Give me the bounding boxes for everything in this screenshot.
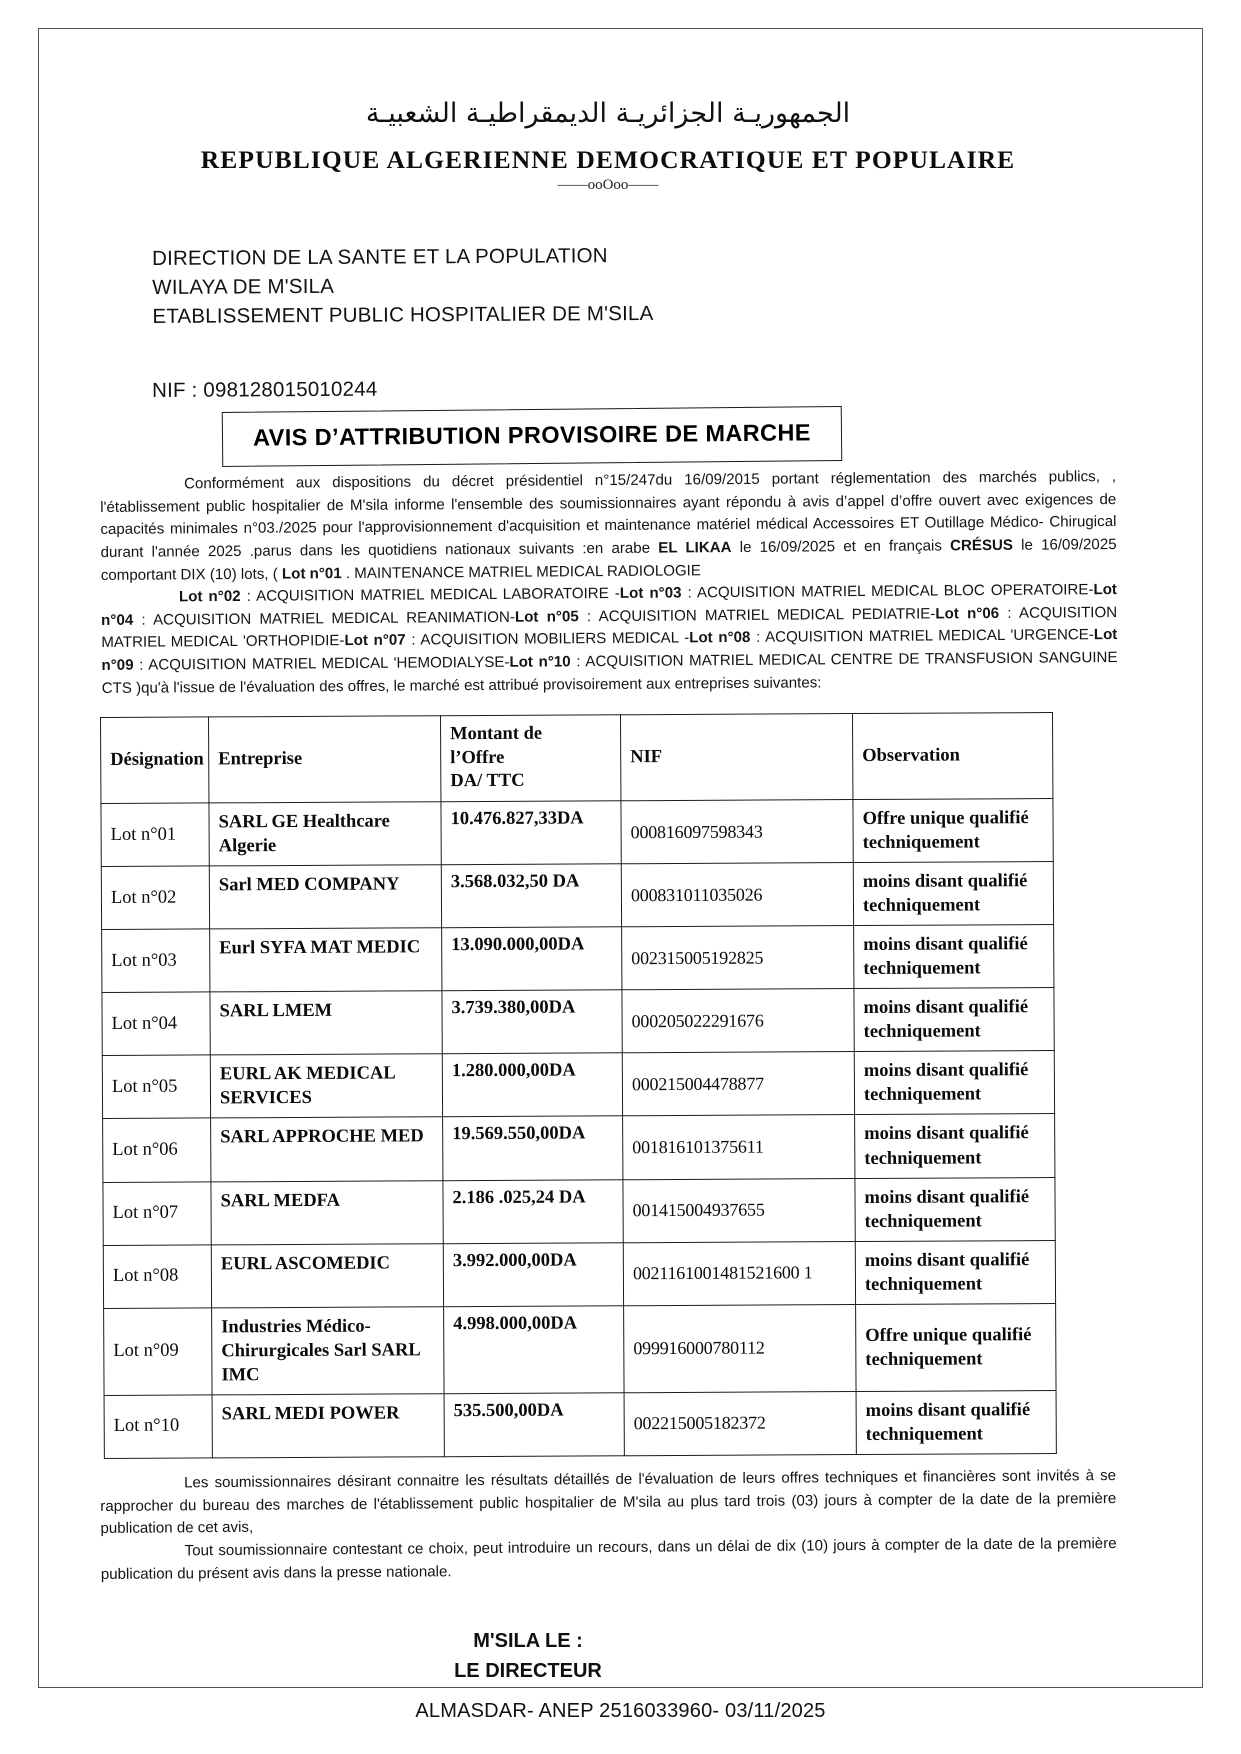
lot04-label: Lot n°04 [101, 581, 1117, 630]
footer-reference: ALMASDAR- ANEP 2516033960- 03/11/2025 [415, 1700, 826, 1722]
cell-observation: moins disant qualifié techniquement [854, 988, 1054, 1052]
cell-montant: 3.992.000,00DA [443, 1242, 623, 1306]
cell-observation: moins disant qualifié techniquement [855, 1177, 1055, 1241]
cell-observation: Offre unique qualifié techniquement [856, 1303, 1056, 1391]
cell-nif: 001816101375611 [623, 1115, 855, 1179]
signature-role: LE DIRECTEUR [454, 1659, 602, 1682]
lot04-desc: : ACQUISITION MATRIEL MEDICAL REANIMATION- [133, 608, 516, 629]
cell-entreprise: SARL APPROCHE MED [211, 1117, 443, 1181]
montant-line-3: DA/ TTC [450, 770, 525, 792]
table-row [104, 1390, 1056, 1458]
journal-arabic-date: le 16/09/2025 et en français [731, 537, 951, 557]
lot05-label: Lot n°05 [514, 608, 579, 626]
intro-text-part1: Conformément aux dispositions du décret présidentiel n°15/247du 16/09/2015 portant réglementation des marchés publics, , l'établissement public hospitalier de M'sila informe l'ensemble des soumissionnaires ayant répondu à avis d’appel d’offre ouvert avec exigences de capacités minimales n°03./2025 pour l'approvisionnement d'acquisition et maintenance matériel médical Accessoires ET Outillage Médico- Chirugical durant l'année 2025 .parus dans les quotidiens nationaux suivants :en arabe [100, 468, 1117, 562]
lot03-desc: : ACQUISITION MATRIEL MEDICAL BLOC OPERATOIRE- [681, 581, 1094, 602]
wilaya-line: WILAYA DE M'SILA [152, 274, 335, 300]
notice-title-box [222, 406, 842, 467]
cell-entreprise: SARL MEDI POWER [212, 1393, 444, 1457]
cell-designation: Lot n°10 [104, 1395, 212, 1459]
cell-designation: Lot n°04 [102, 992, 210, 1056]
lot01-label: Lot n°01 [281, 564, 342, 583]
ornament-divider: ——ooOoo—— [557, 177, 659, 193]
lot02-label: Lot n°02 [178, 588, 241, 606]
closing-paragraphs [100, 1465, 1117, 1586]
cell-observation: moins disant qualifié techniquement [855, 1240, 1055, 1304]
cell-nif: 0021161001481521600 1 [623, 1241, 855, 1305]
cell-entreprise: Industries Médico-Chirurgicales Sarl SARL IMC [212, 1306, 444, 1394]
cell-designation: Lot n°07 [103, 1181, 211, 1245]
cell-nif: 000205022291676 [622, 989, 854, 1053]
table-row [104, 1303, 1056, 1395]
closing-paragraph-2: Tout soumissionnaire contestant ce choix, peut introduire un recours, dans un délai de dix (10) jours à compter de la date de la première publication du présent avis dans la presse nationale. [100, 1534, 1117, 1583]
montant-line-1: Montant de [450, 723, 543, 744]
column-header-designation: Désignation [101, 717, 209, 804]
cell-montant: 3.739.380,00DA [442, 990, 622, 1054]
cell-nif: 001415004937655 [623, 1178, 855, 1242]
lot08-desc: : ACQUISITION MATRIEL MEDICAL 'URGENCE- [750, 627, 1094, 647]
cell-nif: 000831011035026 [621, 862, 853, 926]
cell-entreprise: SARL GE Healthcare Algerie [209, 801, 441, 865]
cell-observation: moins disant qualifié techniquement [853, 861, 1053, 925]
column-header-entreprise: Entreprise [209, 715, 441, 802]
cell-nif: 002215005182372 [624, 1391, 856, 1455]
journal-arabic-name: EL LIKAA [658, 539, 732, 557]
cell-observation: moins disant qualifié techniquement [856, 1390, 1056, 1454]
cell-observation: moins disant qualifié techniquement [855, 1114, 1055, 1178]
cell-observation: moins disant qualifié techniquement [854, 1051, 1054, 1115]
column-header-observation: Observation [852, 712, 1052, 799]
cell-montant: 2.186 .025,24 DA [443, 1179, 623, 1243]
awards-table-wrapper [100, 711, 1120, 1458]
column-header-montant [440, 715, 620, 802]
table-row [103, 1240, 1055, 1308]
lot07-desc: : ACQUISITION MOBILIERS MEDICAL - [405, 630, 690, 650]
cell-nif: 002315005192825 [622, 925, 854, 989]
cell-nif: 099916000780112 [624, 1304, 856, 1392]
establishment-line: ETABLISSEMENT PUBLIC HOSPITALIER DE M'SILA [152, 302, 654, 329]
cell-designation: Lot n°08 [103, 1244, 211, 1308]
lot09-label: Lot n°09 [101, 626, 1118, 675]
journal-french-date: le 16/09/2025 comportant DIX (10) lots, ( [100, 536, 1117, 584]
cell-designation: Lot n°01 [101, 803, 209, 867]
cell-montant: 3.568.032,50 DA [441, 864, 621, 928]
lot06-desc: : ACQUISITION MATRIEL MEDICAL 'ORTHOPIDIE- [101, 604, 1118, 652]
lot09-desc: : ACQUISITION MATRIEL MEDICAL 'HEMODIALYSE- [133, 654, 510, 675]
header-nif: NIF : 098128015010244 [152, 377, 378, 403]
cell-designation: Lot n°03 [102, 929, 210, 993]
cell-entreprise: SARL MEDFA [211, 1180, 443, 1244]
cell-montant: 13.090.000,00DA [442, 927, 622, 991]
cell-designation: Lot n°02 [101, 866, 209, 930]
column-header-nif: NIF [620, 713, 852, 800]
intro-paragraph [100, 466, 1118, 700]
table-row [101, 861, 1053, 929]
document-sheet [48, 34, 1168, 1682]
lot03-label: Lot n°03 [619, 584, 682, 603]
journal-french-name: CRÉSUS [949, 537, 1014, 555]
closing-paragraph-1: Les soumissionnaires désirant connaitre les résultats détaillés de l'évaluation de leurs offres techniques et financières sont invités à se rapprocher du bureau des marches de l'établissement public hospitalier de M'sila au plus tard trois (03) jours à compter de la date de la première publication de cet avis, [100, 1466, 1117, 1538]
page-title: AVIS D’ATTRIBUTION PROVISOIRE DE MARCHE [252, 419, 812, 452]
table-row [102, 988, 1054, 1056]
cell-entreprise: Eurl SYFA MAT MEDIC [210, 928, 442, 992]
cell-montant: 19.569.550,00DA [443, 1116, 623, 1180]
cell-designation: Lot n°05 [102, 1055, 210, 1119]
cell-nif: 000816097598343 [621, 799, 853, 863]
cell-montant: 10.476.827,33DA [441, 801, 621, 865]
administrative-header [152, 238, 1117, 331]
table-row [103, 1114, 1055, 1182]
cell-entreprise: Sarl MED COMPANY [209, 865, 441, 929]
cell-designation: Lot n°09 [104, 1307, 212, 1395]
table-header-row [101, 712, 1053, 803]
awards-table [100, 712, 1057, 1459]
cell-montant: 4.998.000,00DA [444, 1305, 624, 1393]
cell-entreprise: SARL LMEM [210, 991, 442, 1055]
cell-montant: 1.280.000,00DA [442, 1053, 622, 1117]
cell-montant: 535.500,00DA [444, 1392, 624, 1456]
cell-entreprise: EURL ASCOMEDIC [211, 1243, 443, 1307]
montant-line-2: l’Offre [450, 747, 505, 768]
table-row [102, 924, 1054, 992]
table-row [101, 798, 1053, 866]
lot01-desc: . MAINTENANCE MATRIEL MEDICAL RADIOLOGIE [341, 562, 701, 582]
direction-line: DIRECTION DE LA SANTE ET LA POPULATION [152, 244, 608, 270]
table-row [102, 1051, 1054, 1119]
lot02-desc: : ACQUISITION MATRIEL MEDICAL LABORATOIRE - [240, 585, 620, 606]
cell-observation: moins disant qualifié techniquement [854, 924, 1054, 988]
lot08-label: Lot n°08 [689, 629, 751, 648]
republic-title: REPUBLIQUE ALGERIENNE DEMOCRATIQUE ET POPULAIRE [200, 145, 1016, 174]
lot10-desc: : ACQUISITION MATRIEL MEDICAL CENTRE DE TRANSFUSION SANGUINE CTS )qu'à l'issue de l'évaluation des offres, le marché est attribué provisoirement aux entreprises suivantes: [101, 649, 1118, 698]
arabic-republic-title: الجمهوريـة الجزائريـة الديمقراطيـة الشعبيـة [365, 98, 851, 129]
cell-observation: Offre unique qualifié techniquement [853, 798, 1053, 862]
lot06-label: Lot n°06 [935, 605, 1000, 623]
lot10-label: Lot n°10 [509, 653, 571, 672]
cell-designation: Lot n°06 [103, 1118, 211, 1182]
table-row [103, 1177, 1055, 1245]
lot07-label: Lot n°07 [344, 632, 406, 650]
cell-entreprise: EURL AK MEDICAL SERVICES [210, 1054, 442, 1118]
cell-nif: 000215004478877 [622, 1052, 854, 1116]
signature-place-date: M'SILA LE : [473, 1629, 583, 1652]
lot05-desc: : ACQUISITION MATRIEL MEDICAL PEDIATRIE- [578, 605, 936, 626]
signature-block [100, 1626, 1116, 1686]
